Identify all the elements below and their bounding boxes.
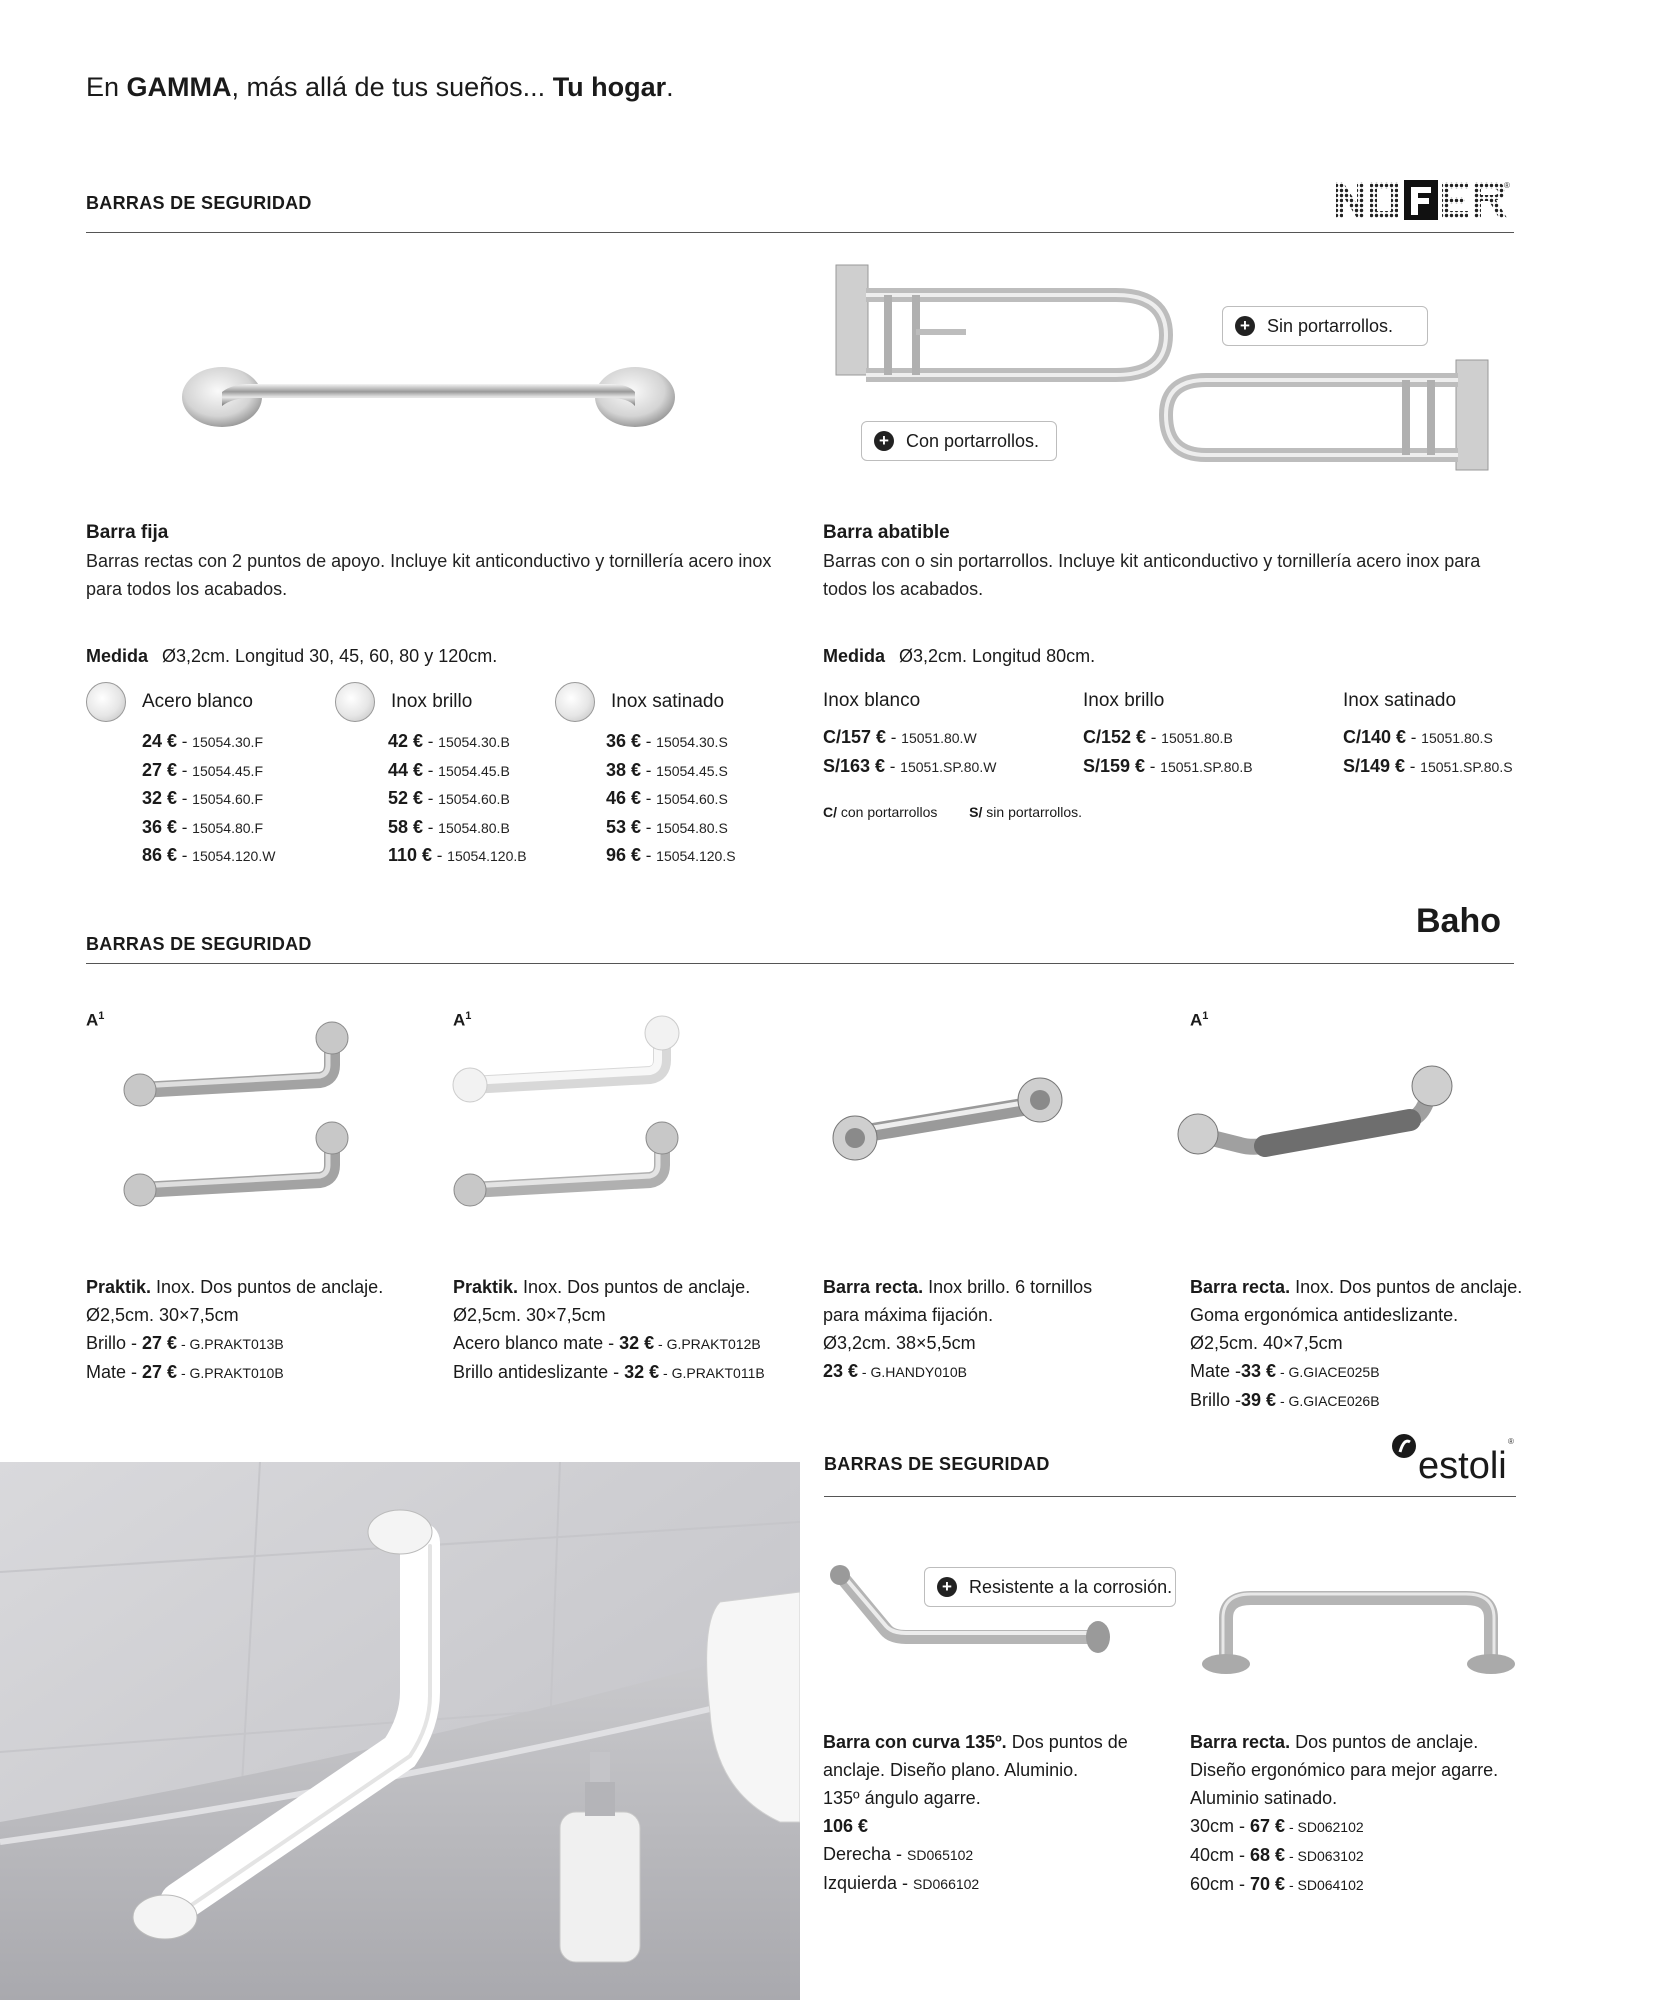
callout-corrosion-resistant: + Resistente a la corrosión. [924, 1567, 1176, 1607]
price-row: S/149 € - 15051.SP.80.S [1343, 755, 1513, 776]
badge-a1: $A^1$ [1190, 1010, 1209, 1030]
nofer-logo [1334, 178, 1510, 222]
product-praktik-steel: Praktik. Inox. Dos puntos de anclaje. Ø2,5cm. 30×7,5cm Brillo - 27 € - G.PRAKT013B Mate - 27 € - G.PRAKT010B [86, 1277, 384, 1382]
price-row: 52 € - 15054.60.B [388, 788, 510, 808]
price-row: 46 € - 15054.60.S [606, 788, 728, 808]
price-row: 24 € - 15054.30.F [142, 731, 263, 751]
price-row: 58 € - 15054.80.B [388, 816, 510, 837]
tagline-home: Tu hogar [552, 72, 667, 102]
plus-icon: + [1235, 316, 1255, 336]
product-praktik-white: Praktik. Inox. Dos puntos de anclaje. Ø2,5cm. 30×7,5cm Acero blanco mate - 32 € - G.PRAKT012B Brillo antideslizante - 32 € - G.PRAKT011B [453, 1277, 765, 1382]
badge-a1: $A^1$ [453, 1010, 472, 1030]
estoli-logo [1390, 1432, 1518, 1488]
price-row: 36 € - 15054.80.F [142, 816, 263, 837]
callout-without-roll-holder: + Sin portarrollos. [1222, 306, 1428, 346]
price-row: 32 € - 15054.60.F [142, 788, 263, 808]
folding-bar-medida: Medida Ø3,2cm. Longitud 80cm. [823, 646, 1096, 666]
finish-column-acero-blanco: Acero blanco 24 € - 15054.30.F 27 € - 15054.45.F 32 € - 15054.60.F 36 € - 15054.80.F 86 € - 15054.120.W [86, 682, 275, 871]
price-row: 53 € - 15054.80.S [606, 816, 728, 837]
finish-swatch-icon [86, 682, 126, 722]
brand-gamma: GAMMA [126, 72, 232, 102]
folding-finish-inox-brillo: Inox brillo C/152 € - 15051.80.B S/159 € - 15051.SP.80.B [1083, 690, 1253, 781]
baho-divider [86, 963, 1514, 964]
nofer-divider [86, 232, 1514, 233]
price-row: 96 € - 15054.120.S [606, 845, 736, 865]
price-row: 44 € - 15054.45.B [388, 759, 510, 780]
price-row: 42 € - 15054.30.B [388, 731, 510, 751]
roll-holder-legend: C/ con portarrollos S/ sin portarrollos. [823, 804, 1082, 820]
badge-a1: $A^1$ [86, 1010, 105, 1030]
praktik-steel-image [120, 1010, 380, 1230]
nofer-logo-reg: ® [1504, 181, 1510, 190]
folding-bar-description: Barras con o sin portarrollos. Incluye kit anticonductivo y tornillería acero inox para todos los acabados. [823, 551, 1481, 599]
product-curved-bar: Barra con curva 135º. Dos puntos de anclaje. Diseño plano. Aluminio. 135º ángulo agarre. 106 € Derecha - SD065102 Izquierda - SD066102 [823, 1732, 1128, 1893]
price-row: 36 € - 15054.30.S [606, 731, 728, 751]
bathroom-photo [0, 1462, 800, 2000]
folding-finish-inox-blanco: Inox blanco C/157 € - 15051.80.W S/163 € - 15051.SP.80.W [823, 690, 996, 781]
fixed-bar-medida: Medida Ø3,2cm. Longitud 30, 45, 60, 80 y 120cm. [86, 646, 498, 666]
finish-column-inox-satinado: Inox satinado 36 € - 15054.30.S 38 € - 15054.45.S 46 € - 15054.60.S 53 € - 15054.80.S 96 € - 15054.120.S [555, 682, 736, 871]
folding-bar-image [826, 255, 1496, 525]
straight-bar-handy-image [820, 1050, 1080, 1180]
straight-bar-giace-image [1170, 1050, 1470, 1180]
price-row: S/159 € - 15051.SP.80.B [1083, 755, 1253, 776]
price-row: C/157 € - 15051.80.W [823, 727, 977, 747]
finish-swatch-icon [335, 682, 375, 722]
price-row: 27 € - 15054.45.F [142, 759, 263, 780]
product-straight-giace: Barra recta. Inox. Dos puntos de anclaje. Goma ergonómica antideslizante. Ø2,5cm. 40×7,5cm Mate -33 € - G.GIACE025B Brillo -39 € - G.GIACE026B [1190, 1277, 1523, 1410]
estoli-logo-reg: ® [1508, 1437, 1514, 1446]
section-title-estoli: BARRAS DE SEGURIDAD [824, 1454, 1050, 1474]
price-row: C/152 € - 15051.80.B [1083, 727, 1233, 747]
straight-bar-estoli-image [1196, 1578, 1526, 1678]
price-row: C/140 € - 15051.80.S [1343, 727, 1493, 747]
finish-swatch-icon [555, 682, 595, 722]
folding-finish-inox-satinado: Inox satinado C/140 € - 15051.80.S S/149 € - 15051.SP.80.S [1343, 690, 1513, 781]
price-row: 38 € - 15054.45.S [606, 759, 728, 780]
finish-column-inox-brillo: Inox brillo 42 € - 15054.30.B 44 € - 15054.45.B 52 € - 15054.60.B 58 € - 15054.80.B 110 € - 15054.120.B [335, 682, 527, 871]
section-title-baho: BARRAS DE SEGURIDAD [86, 934, 312, 954]
page-tagline: En GAMMA, más allá de tus sueños... Tu hogar. [86, 72, 674, 102]
fixed-bar-title: Barra fija [86, 522, 169, 543]
section-title-nofer: BARRAS DE SEGURIDAD [86, 193, 312, 213]
folding-bar-title: Barra abatible [823, 522, 950, 543]
fixed-bar-description: Barras rectas con 2 puntos de apoyo. Incluye kit anticonductivo y tornillería acero inox para todos los acabados. [86, 551, 772, 599]
price-row: S/163 € - 15051.SP.80.W [823, 755, 997, 776]
baho-logo: Baho [1416, 902, 1501, 940]
callout-with-roll-holder: + Con portarrollos. [861, 421, 1057, 461]
praktik-white-image [440, 1005, 700, 1225]
estoli-divider [824, 1496, 1516, 1497]
product-straight-handy: Barra recta. Inox brillo. 6 tornillos para máxima fijación. Ø3,2cm. 38×5,5cm 23 € - G.HANDY010B [823, 1277, 1093, 1381]
estoli-logo-text: estoli [1418, 1445, 1507, 1487]
price-row: 110 € - 15054.120.B [388, 845, 527, 865]
fixed-bar-image [170, 352, 690, 442]
price-row: 86 € - 15054.120.W [142, 845, 276, 865]
plus-icon: + [937, 1577, 957, 1597]
plus-icon: + [874, 431, 894, 451]
product-straight-bar-estoli: Barra recta. Dos puntos de anclaje. Diseño ergonómico para mejor agarre. Aluminio satinado. 30cm - 67 € - SD062102 40cm - 68 € - SD063102 60cm - 70 € - SD064102 [1190, 1732, 1499, 1894]
